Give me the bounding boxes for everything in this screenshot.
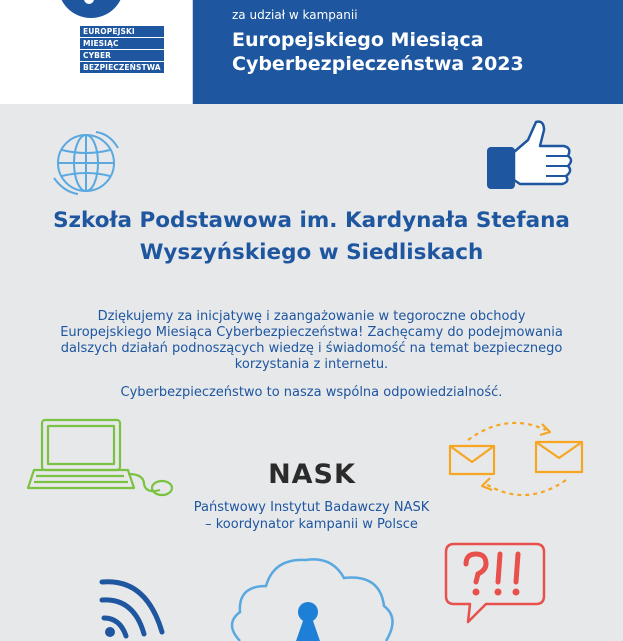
tagline: Cyberbezpieczeństwo to nasza wspólna odpowiedzialność. [120, 385, 503, 400]
speech-bubble-alert-icon [442, 540, 548, 626]
header-banner [0, 0, 623, 104]
message-line: Dziękujemy za inicjatywę i zaangażowanie w tegoroczne obchody [97, 309, 526, 324]
message-line: Europejskiego Miesiąca Cyberbezpieczeństwa! Zachęcamy do podejmowania [60, 325, 563, 340]
nask-logo: NASK [268, 459, 356, 490]
logo-line: EUROPEJSKI [80, 26, 164, 37]
thank-you-message [30, 309, 593, 373]
nask-description-line: – koordynator kampanii w Polsce [205, 517, 418, 532]
wifi-icon [96, 568, 176, 641]
logo-line: MIESIĄC [80, 38, 164, 49]
campaign-logo-emblem [58, 0, 124, 18]
school-name [20, 205, 603, 269]
logo-line: CYBER [80, 50, 164, 61]
campaign-logo-wordmark [80, 26, 164, 74]
message-line: dalszych działań podnoszących wiedzę i świadomość na temat bezpiecznego [60, 341, 563, 356]
message-line: korzystania z internetu. [234, 357, 389, 372]
nask-description [150, 499, 473, 533]
header-title-line: Cyberbezpieczeństwa 2023 [232, 53, 524, 75]
cloud-lock-icon [220, 546, 400, 641]
campaign-logo-area [0, 0, 193, 104]
laptop-icon [24, 418, 174, 498]
logo-line: BEZPIECZEŃSTWA [80, 62, 164, 73]
header-subtitle: za udział w kampanii [232, 8, 358, 22]
school-name-line: Szkoła Podstawowa im. Kardynała Stefana [53, 208, 570, 233]
nask-description-line: Państwowy Instytut Badawczy NASK [193, 500, 430, 515]
header-title-line: Europejskiego Miesiąca [232, 29, 484, 51]
school-name-line: Wyszyńskiego w Siedliskach [139, 240, 484, 265]
header-title [232, 28, 612, 76]
thumbs-up-icon [484, 118, 576, 194]
envelopes-exchange-icon [446, 418, 596, 500]
globe-icon [52, 130, 122, 198]
